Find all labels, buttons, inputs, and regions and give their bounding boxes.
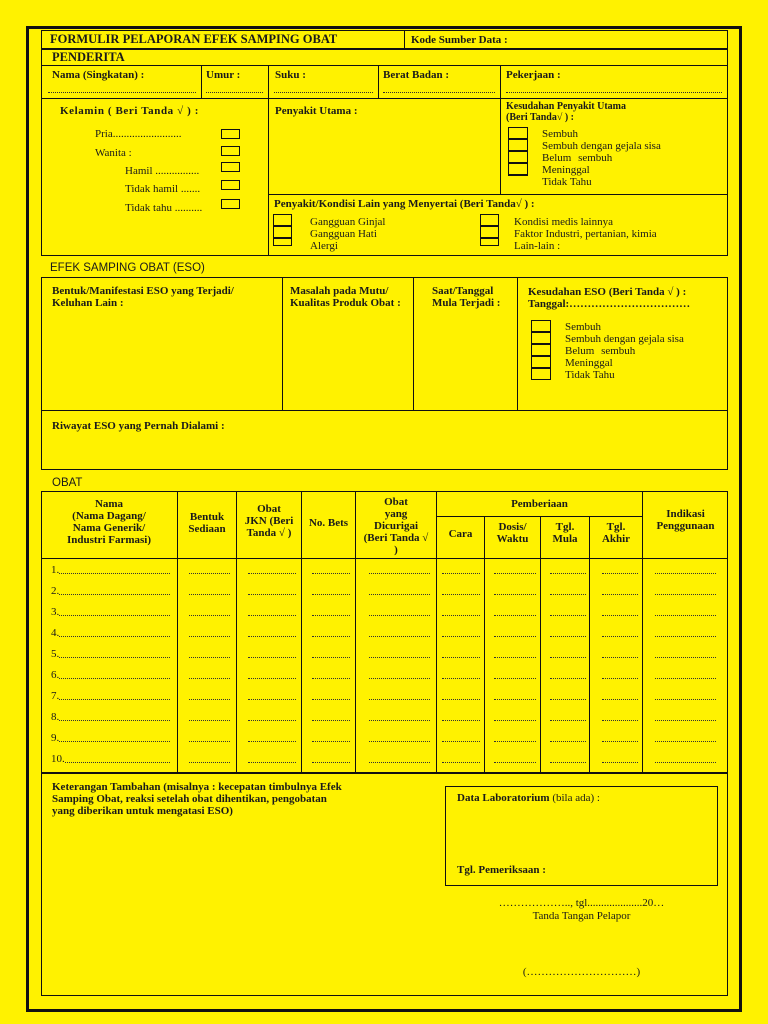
- kesudahan-checkbox-2[interactable]: [508, 139, 528, 151]
- tanda-tangan-label: Tanda Tangan Pelapor: [532, 910, 631, 922]
- obat-cell-line[interactable]: [189, 615, 230, 616]
- obat-cell-line[interactable]: [248, 678, 296, 679]
- kondisi-checkbox-lain[interactable]: [480, 238, 499, 246]
- obat-cell-line[interactable]: [442, 720, 480, 721]
- obat-cell-line[interactable]: [442, 762, 480, 763]
- obat-cell-line[interactable]: [369, 720, 430, 721]
- obat-row-nama-line[interactable]: [59, 699, 170, 700]
- suku-field[interactable]: Suku :: [275, 69, 306, 81]
- obat-heading: OBAT: [52, 477, 83, 489]
- kesudahan-option: Sembuh: [542, 128, 579, 140]
- obat-cell-line[interactable]: [312, 741, 350, 742]
- obat-cell-line[interactable]: [312, 699, 350, 700]
- obat-row-number: 2.: [51, 585, 60, 597]
- pekerjaan-field[interactable]: Pekerjaan :: [506, 69, 561, 81]
- kelamin-label: Kelamin ( Beri Tanda √ ) :: [60, 105, 199, 117]
- obat-cell-line[interactable]: [494, 741, 536, 742]
- kondisi-option: Kondisi medis lainnya: [514, 216, 613, 228]
- obat-row-nama-line[interactable]: [59, 573, 170, 574]
- obat-cell-line[interactable]: [312, 657, 350, 658]
- obat-cell-line[interactable]: [369, 636, 430, 637]
- obat-cell-line[interactable]: [312, 615, 350, 616]
- obat-cell-line[interactable]: [655, 636, 716, 637]
- col-header-jkn: Obat JKN (Beri Tanda √ ): [244, 503, 294, 539]
- wanita-checkbox[interactable]: [221, 146, 240, 156]
- obat-cell-line[interactable]: [312, 762, 350, 763]
- obat-cell-line[interactable]: [655, 678, 716, 679]
- obat-cell-line[interactable]: [189, 678, 230, 679]
- obat-cell-line[interactable]: [189, 573, 230, 574]
- penderita-heading: PENDERITA: [52, 50, 125, 64]
- kondisi-option: Alergi: [310, 240, 338, 252]
- obat-cell-line[interactable]: [312, 720, 350, 721]
- obat-cell-line[interactable]: [602, 741, 638, 742]
- kesudahan-eso-option: Belum sembuh: [565, 345, 636, 357]
- obat-cell-line[interactable]: [494, 720, 536, 721]
- obat-cell-line[interactable]: [369, 678, 430, 679]
- obat-cell-line[interactable]: [655, 762, 716, 763]
- obat-row-number: 10.: [51, 753, 65, 765]
- obat-cell-line[interactable]: [550, 615, 586, 616]
- obat-cell-line[interactable]: [655, 720, 716, 721]
- hamil-checkbox[interactable]: [221, 162, 240, 172]
- obat-cell-line[interactable]: [189, 699, 230, 700]
- obat-row-nama-line[interactable]: [59, 678, 170, 679]
- obat-row-nama-line[interactable]: [59, 657, 170, 658]
- lab-label: Data Laboratorium: [457, 792, 550, 804]
- kesudahan-eso-tanggal-field[interactable]: Tanggal:……………………………: [528, 298, 691, 310]
- obat-cell-line[interactable]: [602, 594, 638, 595]
- obat-cell-line[interactable]: [550, 657, 586, 658]
- col-header-nama: Nama (Nama Dagang/ Nama Generik/ Industri Farmasi): [66, 498, 152, 546]
- obat-cell-line[interactable]: [602, 762, 638, 763]
- masalah-mutu-field[interactable]: Masalah pada Mutu/: [290, 285, 389, 297]
- kode-sumber-data-field[interactable]: Kode Sumber Data :: [411, 34, 508, 46]
- obat-row-number: 1.: [51, 564, 60, 576]
- obat-cell-line[interactable]: [550, 741, 586, 742]
- saat-mula-field[interactable]: Saat/Tanggal: [432, 285, 494, 297]
- eso-heading: EFEK SAMPING OBAT (ESO): [50, 262, 205, 274]
- kesudahan-eso-option: Sembuh dengan gejala sisa: [565, 333, 684, 345]
- obat-cell-line[interactable]: [189, 720, 230, 721]
- keterangan-tambahan-field[interactable]: Keterangan Tambahan (misalnya : kecepatan timbulnya Efek Samping Obat, reaksi setelah obat dihentikan, pengobatan yang diberikan untuk mengatasi ESO): [52, 781, 342, 817]
- obat-cell-line[interactable]: [312, 636, 350, 637]
- tidak-tahu-option: Tidak tahu ..........: [125, 202, 203, 214]
- kesudahan-eso-checkbox-1[interactable]: [531, 320, 551, 332]
- obat-cell-line[interactable]: [442, 615, 480, 616]
- obat-cell-line[interactable]: [494, 762, 536, 763]
- tidak-tahu-checkbox[interactable]: [221, 199, 240, 209]
- obat-cell-line[interactable]: [494, 594, 536, 595]
- obat-row-nama-line[interactable]: [59, 615, 170, 616]
- obat-cell-line[interactable]: [248, 615, 296, 616]
- obat-cell-line[interactable]: [602, 636, 638, 637]
- riwayat-eso-field[interactable]: Riwayat ESO yang Pernah Dialami :: [52, 420, 225, 432]
- kesudahan-eso-checkbox-4[interactable]: [531, 356, 551, 368]
- obat-cell-line[interactable]: [369, 741, 430, 742]
- col-header-mula: Tgl. Mula: [552, 521, 578, 545]
- obat-row-number: 3.: [51, 606, 60, 618]
- obat-row-nama-line[interactable]: [59, 594, 170, 595]
- obat-row-number: 6.: [51, 669, 60, 681]
- tgl-pemeriksaan-field[interactable]: Tgl. Pemeriksaan :: [457, 864, 546, 876]
- obat-row-number: 9.: [51, 732, 60, 744]
- kesudahan-eso-checkbox-3[interactable]: [531, 344, 551, 356]
- bentuk-manifestasi-label-2: Keluhan Lain :: [52, 297, 124, 309]
- masalah-mutu-label-2: Kualitas Produk Obat :: [290, 297, 401, 309]
- saat-mula-label-2: Mula Terjadi :: [432, 297, 501, 309]
- kondisi-checkbox-alergi[interactable]: [273, 238, 292, 246]
- obat-cell-line[interactable]: [602, 678, 638, 679]
- obat-cell-line[interactable]: [550, 636, 586, 637]
- pria-option: Pria.........................: [95, 128, 182, 140]
- obat-cell-line[interactable]: [655, 741, 716, 742]
- penyakit-utama-field[interactable]: Penyakit Utama :: [275, 105, 358, 117]
- obat-cell-line[interactable]: [550, 762, 586, 763]
- obat-cell-line[interactable]: [248, 699, 296, 700]
- obat-cell-line[interactable]: [655, 657, 716, 658]
- kesudahan-option: Tidak Tahu: [542, 176, 592, 188]
- kesudahan-checkbox-4[interactable]: [508, 163, 528, 175]
- obat-cell-line[interactable]: [550, 573, 586, 574]
- obat-cell-line[interactable]: [442, 594, 480, 595]
- col-header-indikasi: Indikasi Penggunaan: [656, 508, 715, 532]
- tidak-hamil-option: Tidak hamil .......: [125, 183, 201, 195]
- obat-cell-line[interactable]: [655, 573, 716, 574]
- obat-cell-line[interactable]: [494, 699, 536, 700]
- obat-cell-line[interactable]: [189, 741, 230, 742]
- kondisi-option: Gangguan Hati: [310, 228, 377, 240]
- obat-cell-line[interactable]: [248, 762, 296, 763]
- obat-cell-line[interactable]: [189, 636, 230, 637]
- kesudahan-eso-checkbox-2[interactable]: [531, 332, 551, 344]
- obat-row-number: 8.: [51, 711, 60, 723]
- obat-cell-line[interactable]: [248, 594, 296, 595]
- nama-pelapor[interactable]: (…………………………): [522, 966, 641, 978]
- obat-cell-line[interactable]: [655, 594, 716, 595]
- obat-row-nama-line[interactable]: [59, 720, 170, 721]
- obat-cell-line[interactable]: [550, 678, 586, 679]
- obat-cell-line[interactable]: [602, 573, 638, 574]
- wanita-option: Wanita :: [95, 147, 132, 159]
- kesudahan-eso-checkbox-5[interactable]: [531, 368, 551, 380]
- col-header-dicurigai: Obat yang Dicurigai (Beri Tanda √ ): [363, 496, 429, 556]
- obat-cell-line[interactable]: [369, 762, 430, 763]
- obat-cell-line[interactable]: [442, 678, 480, 679]
- obat-cell-line[interactable]: [369, 615, 430, 616]
- kondisi-option: Faktor Industri, pertanian, kimia: [514, 228, 657, 240]
- col-header-pemberiaan: Pemberiaan: [511, 498, 568, 510]
- kondisi-checkbox-ginjal[interactable]: [273, 214, 292, 226]
- obat-cell-line[interactable]: [248, 741, 296, 742]
- obat-cell-line[interactable]: [189, 762, 230, 763]
- col-header-dosis: Dosis/ Waktu: [496, 521, 529, 545]
- kondisi-lain-title: Penyakit/Kondisi Lain yang Menyertai (Beri Tanda√ ) :: [274, 198, 535, 210]
- obat-row-nama-line[interactable]: [65, 762, 170, 763]
- obat-cell-line[interactable]: [655, 615, 716, 616]
- kondisi-option: Gangguan Ginjal: [310, 216, 386, 228]
- kesudahan-option: Sembuh dengan gejala sisa: [542, 140, 661, 152]
- col-header-bets: No. Bets: [308, 517, 349, 529]
- obat-cell-line[interactable]: [442, 741, 480, 742]
- col-header-bentuk: Bentuk Sediaan: [188, 511, 226, 535]
- hamil-option: Hamil ................: [125, 165, 200, 177]
- data-laboratorium-field[interactable]: [457, 792, 600, 804]
- kesudahan-eso-option: Meninggal: [565, 357, 613, 369]
- obat-cell-line[interactable]: [369, 699, 430, 700]
- umur-field[interactable]: Umur :: [206, 69, 241, 81]
- obat-cell-line[interactable]: [369, 573, 430, 574]
- obat-cell-line[interactable]: [442, 636, 480, 637]
- obat-row-number: 7.: [51, 690, 60, 702]
- kondisi-option: Lain-lain :: [514, 240, 561, 252]
- kondisi-checkbox-hati[interactable]: [273, 226, 292, 238]
- kondisi-checkbox-medis[interactable]: [480, 214, 499, 226]
- obat-row-nama-line[interactable]: [59, 636, 170, 637]
- form-title: FORMULIR PELAPORAN EFEK SAMPING OBAT: [50, 32, 338, 46]
- obat-cell-line[interactable]: [442, 573, 480, 574]
- kesudahan-eso-option: Tidak Tahu: [565, 369, 615, 381]
- berat-badan-field[interactable]: Berat Badan :: [383, 69, 449, 81]
- obat-cell-line[interactable]: [442, 699, 480, 700]
- obat-cell-line[interactable]: [189, 594, 230, 595]
- tempat-tanggal[interactable]: ……………….., tgl....................20…: [498, 897, 665, 909]
- obat-row-number: 5.: [51, 648, 60, 660]
- col-header-cara: Cara: [448, 528, 473, 540]
- obat-cell-line[interactable]: [442, 657, 480, 658]
- obat-cell-line[interactable]: [248, 573, 296, 574]
- kesudahan-checkbox-3[interactable]: [508, 151, 528, 163]
- obat-cell-line[interactable]: [602, 615, 638, 616]
- obat-cell-line[interactable]: [248, 657, 296, 658]
- obat-cell-line[interactable]: [602, 699, 638, 700]
- obat-row-nama-line[interactable]: [59, 741, 170, 742]
- lab-note: (bila ada) :: [549, 792, 600, 804]
- obat-cell-line[interactable]: [248, 720, 296, 721]
- obat-cell-line[interactable]: [494, 636, 536, 637]
- kesudahan-title-2: (Beri Tanda√ ) :: [506, 112, 574, 123]
- obat-cell-line[interactable]: [248, 636, 296, 637]
- pria-checkbox[interactable]: [221, 129, 240, 139]
- kesudahan-eso-title: Kesudahan ESO (Beri Tanda √ ) :: [528, 286, 687, 298]
- obat-cell-line[interactable]: [312, 573, 350, 574]
- kesudahan-title-1: Kesudahan Penyakit Utama: [506, 101, 627, 112]
- obat-cell-line[interactable]: [550, 720, 586, 721]
- kesudahan-eso-option: Sembuh: [565, 321, 602, 333]
- obat-cell-line[interactable]: [312, 594, 350, 595]
- obat-cell-line[interactable]: [494, 615, 536, 616]
- obat-cell-line[interactable]: [550, 699, 586, 700]
- tidak-hamil-checkbox[interactable]: [221, 180, 240, 190]
- kesudahan-option: Meninggal: [542, 164, 590, 176]
- nama-singkatan-field[interactable]: Nama (Singkatan) :: [52, 69, 145, 81]
- obat-cell-line[interactable]: [189, 657, 230, 658]
- obat-cell-line[interactable]: [312, 678, 350, 679]
- obat-cell-line[interactable]: [602, 657, 638, 658]
- kesudahan-checkbox-5[interactable]: [508, 175, 528, 176]
- obat-cell-line[interactable]: [655, 699, 716, 700]
- kondisi-checkbox-industri[interactable]: [480, 226, 499, 238]
- obat-cell-line[interactable]: [494, 678, 536, 679]
- obat-cell-line[interactable]: [602, 720, 638, 721]
- bentuk-manifestasi-field[interactable]: Bentuk/Manifestasi ESO yang Terjadi/: [52, 285, 234, 297]
- obat-cell-line[interactable]: [494, 573, 536, 574]
- obat-row-number: 4.: [51, 627, 60, 639]
- col-header-akhir: Tgl. Akhir: [601, 521, 631, 545]
- obat-cell-line[interactable]: [369, 594, 430, 595]
- kesudahan-option: Belum sembuh: [542, 152, 613, 164]
- kesudahan-checkbox-1[interactable]: [508, 127, 528, 139]
- obat-cell-line[interactable]: [369, 657, 430, 658]
- obat-cell-line[interactable]: [550, 594, 586, 595]
- obat-cell-line[interactable]: [494, 657, 536, 658]
